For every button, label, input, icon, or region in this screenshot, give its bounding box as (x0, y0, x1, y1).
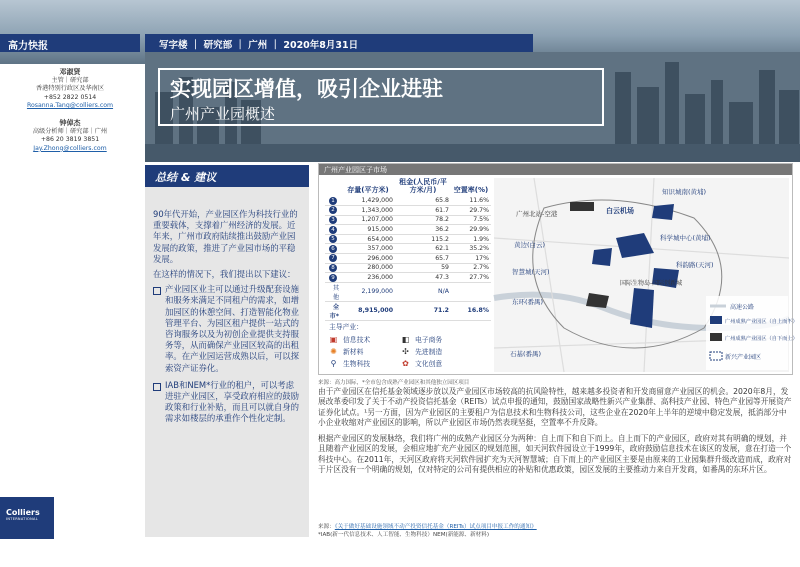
table-row-total: 全市* 8,915,000 71.2 16.8% (325, 301, 491, 320)
park-area (570, 202, 594, 211)
cultural-creative-icon: ✿ (402, 358, 409, 368)
table-header (325, 178, 491, 196)
legend-mature-above: 广州成熟产业园区（自上而下） (725, 319, 798, 325)
body-paragraph: 根据产业园区的发展脉络，我们将广州的成熟产业园区分为两种：自上而下和自下而上。自上而下的产业园区，政府对其有明确的规划，并且随着产业园区的发展，会相应地扩充产业园区的规划范围，如天河软件园设立于1999年，政府鼓励信息技术在该区的发展，意在打造一个科技中心。在2011年，天河区政府将天河软件园扩充为天河智慧城；自下而上的产业园区主要是由原来的工业园集群升级改造而成，政府对于片区没有一个明确的规划，仅对特定的公司有提供相应的补贴和优惠政策，园区发展的主要推动力来自开发商，如番禺的东环片区。 (318, 434, 792, 475)
column-header: 租金(人民币/平方米/月) (399, 178, 447, 194)
table-row: 1 1,429,000 65.8 11.6% (325, 196, 491, 206)
contact-phone: +852 2822 0514 (43, 93, 97, 101)
recommendation-item: 产业园区业主可以通过升级配套设施和服务来满足不同租户的需求，如增加园区的休憩空间、打造智能化物业管理平台、为园区租户提供一站式的咨询服务以及为初创企业提供支持服务等，从而确保产业园区较高的出租率。在产业园运营成熟以后，可以探索资产证券化。 (153, 284, 301, 374)
industry-legend (329, 321, 473, 369)
biotechnology-icon: ⚲ (330, 358, 337, 368)
contact-role: 高级分析师｜研究部｜广州 (32, 127, 108, 135)
footnotes (318, 524, 793, 539)
column-header: 存量(平方米) (347, 186, 389, 194)
table-row: 9 236,000 47.3 27.7% (325, 273, 491, 283)
bioisland-label: 国际生物岛-国际创新城 (620, 280, 683, 287)
table-row: 5 654,000 115.2 1.9% (325, 234, 491, 244)
summary-panel (145, 187, 309, 537)
footnote-text: *IAB(新一代信息技术、人工智能、生物科技）NEM(新能源、新材料) (318, 531, 490, 538)
district-label: 知识城南(黄埔) (662, 188, 707, 196)
industry-label: 信息技术 (343, 336, 371, 344)
park-area (652, 204, 674, 220)
district-label: 黄边(白云) (514, 241, 546, 249)
district-label: 广州北站-空港 (516, 210, 558, 218)
table-row: 7 296,000 65.7 17% (325, 254, 491, 264)
footnote-prefix: 来源： (318, 524, 335, 530)
source-note: 来源：高力国际，*全市包含成熟产业园区和其他独立园区项目 (318, 380, 470, 386)
industry-label: 文化创意 (415, 360, 443, 368)
table-row: 8 280,000 59 2.7% (325, 263, 491, 273)
contacts-block (0, 68, 140, 153)
airport-label: 白云机场 (606, 207, 634, 215)
district-label: 东环(番禺) (512, 298, 544, 306)
recommendation-list (153, 284, 301, 424)
district-label: 科学城中心(黄埔) (660, 234, 711, 242)
contact-name: 邓淑贤 (59, 68, 81, 76)
contact-email-link[interactable]: Rosanna.Tang@colliers.com (26, 102, 114, 110)
guangzhou-park-map (494, 178, 798, 372)
body-text (318, 387, 793, 481)
ecommerce-icon: ◧ (401, 334, 410, 344)
industry-legend-label: 主导产业： (329, 323, 363, 331)
industry-label: 新材料 (343, 348, 364, 356)
summary-heading: 总结 & 建议 (145, 165, 309, 187)
park-area (592, 248, 612, 266)
summary-intro: 90年代开始，产业园区作为科技行业的重要载体，支撑着广州经济的发展。近年来，广州市政府陆续推出鼓励产业园发展的政策，推进了产业园市场的平稳发展。 (153, 209, 298, 264)
submarket-table (325, 178, 491, 321)
map-legend (706, 296, 798, 370)
table-row: 3 1,207,000 78.2 7.5% (325, 215, 491, 225)
district-label: 智慧城(天河) (512, 268, 550, 276)
dateline: 写字楼 ｜ 研究部 ｜ 广州 ｜ 2020年8月31日 (145, 34, 533, 52)
industry-label: 先进制造 (415, 348, 443, 356)
contact-phone: +86 20 3819 3851 (40, 136, 100, 144)
park-area (630, 288, 654, 328)
logo-wordmark: Colliers (6, 508, 40, 517)
legend-mature-below: 广州成熟产业园区（自下而上） (725, 336, 798, 342)
page-subtitle: 广州产业园概述 (170, 105, 276, 123)
market-panel (318, 163, 798, 375)
legend-new: 新兴产业园区 (725, 354, 762, 361)
industry-label: 生物科技 (343, 360, 371, 368)
table-row-other: 其他 2,199,000 N/A (325, 282, 491, 301)
district-label: 科韵路(天河) (676, 261, 714, 269)
body-paragraph: 由于产业园区在信托基金领域逐步放以及产业园区市场较高的抗风险特性，越来越多投资者和开发商留意产业园区的机会。2020年8月，发展改革委印发了关于不动产投资信托基金（REITs）试点申报的通知，鼓励国家战略性新兴产业集群、高科技产业园、特色产业园等开展资产证券化试点。¹另一方面，因为产业园区的主要租户为信息技术和生物科技公司，这些企业在2020年上半年的逆境中稳定发展，抵消部分中小企业收缩对产业园区的影响，所以产业园区市场仍然表现坚挺，空置率不升反降。 (318, 387, 792, 427)
footnote-link[interactable]: 《关于做好基础设施领域不动产投资信托基金（REITs）试点项目申报工作的通知》 (334, 524, 537, 530)
page-title: 实现园区增值，吸引企业进驻 (170, 77, 443, 101)
industry-label: 电子商务 (415, 336, 443, 344)
contact-role: 主管｜研究部 (51, 76, 89, 84)
summary-lead: 在这样的情况下，我们提出以下建议： (153, 269, 296, 280)
table-row: 4 915,000 36.2 29.9% (325, 225, 491, 235)
advanced-manufacturing-icon: ✣ (402, 346, 409, 356)
market-heading: 广州产业园区子市场 (319, 164, 792, 175)
section-label: 高力快报 (0, 34, 140, 52)
contact-email-link[interactable]: Jay.Zhong@colliers.com (33, 144, 107, 152)
column-header: 空置率(%) (453, 186, 489, 194)
information-technology-icon: ▣ (329, 334, 338, 344)
table-row: 6 357,000 62.1 35.2% (325, 244, 491, 254)
new-materials-icon: ✺ (330, 346, 337, 356)
recommendation-item: IAB和NEM*行业的租户，可以考虑进驻产业园区，享受政府相应的鼓励政策和行业补贴，而且可以就自身的需求如楼层的承重作个性化定制。 (153, 380, 301, 425)
colliers-logo (0, 497, 54, 539)
contact-region: 香港特别行政区及华南区 (35, 85, 105, 93)
district-label: 石基(番禺) (510, 350, 542, 358)
legend-highway: 高速公路 (730, 304, 755, 311)
table-row: 2 1,343,000 61.7 29.7% (325, 206, 491, 216)
logo-tagline: INTERNATIONAL (6, 517, 38, 521)
contact-name: 钟倬杰 (59, 118, 81, 127)
